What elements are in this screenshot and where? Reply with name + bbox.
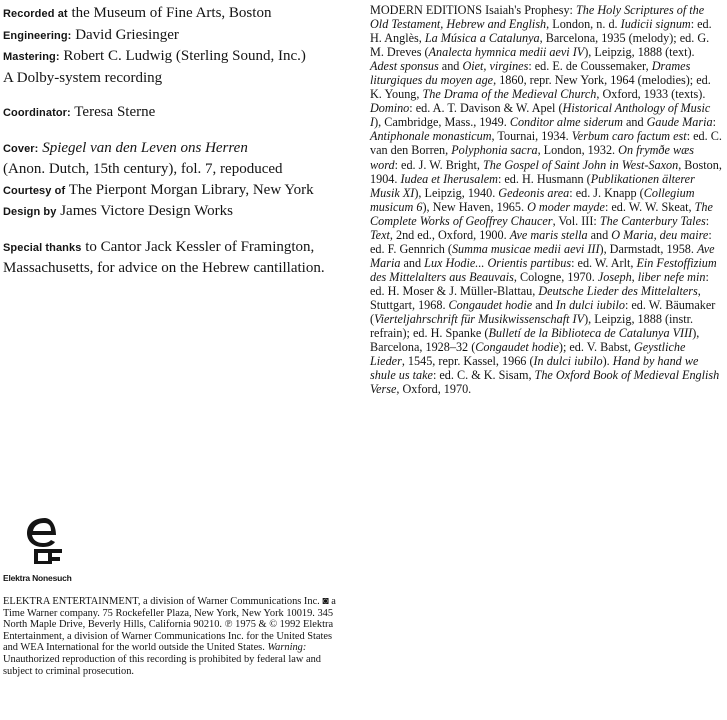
- coordinator-label: Coordinator:: [3, 107, 71, 119]
- edition-text: and: [403, 255, 422, 270]
- edition-text: : ed. J. W. Bright,: [394, 157, 480, 172]
- edition-text: : ed. W. Arlt,: [571, 255, 634, 270]
- edition-text: , Oxford, 1970.: [396, 382, 472, 397]
- legal-text: ELEKTRA ENTERTAINMENT, a division of Warner Communications Inc.: [3, 596, 320, 607]
- edition-text: , Barcelona, 1935 (melody); ed. G. M. Dreves (: [370, 31, 710, 60]
- edition-text: ), Cambridge, Mass., 1949.: [374, 115, 507, 130]
- cover-label: Cover:: [3, 142, 39, 155]
- edition-text: , Boston, 1904.: [370, 157, 722, 186]
- edition-title: In dulci iubilo: [555, 297, 625, 312]
- edition-title: The Oxford Book of Medieval English Verse: [370, 368, 720, 397]
- edition-title: Adest sponsus: [370, 59, 439, 74]
- mastering-line: [3, 46, 353, 68]
- warning-label: Warning:: [267, 642, 307, 654]
- edition-text: : ed. C. van den Borren,: [370, 129, 722, 158]
- coordinator-line: [3, 102, 353, 124]
- edition-title: O Maria, deu maire: [611, 227, 709, 242]
- elektra-nonesuch-logo-icon: [22, 515, 68, 567]
- edition-title: Analecta hymnica medii aevi IV: [428, 45, 585, 60]
- edition-title: Drames liturgiques du moyen age: [370, 59, 691, 88]
- edition-title: Ave maris stella: [509, 227, 588, 242]
- edition-text: ), Leipzig, 1888 (text).: [584, 45, 695, 60]
- modern-editions-block: [370, 3, 722, 396]
- edition-text: : ed. W. W. Skeat,: [604, 199, 692, 214]
- dolby-line: A Dolby-system recording: [3, 69, 163, 86]
- edition-text: : ed. H. Husmann (: [497, 171, 591, 186]
- edition-title: In dulci iubilo: [533, 354, 603, 369]
- design-line: [3, 201, 353, 223]
- edition-title: Antiphonale monasticum: [370, 129, 492, 144]
- edition-text: , 1860, repr. New York, 1964 (melodies); ed. K. Young,: [370, 73, 711, 102]
- edition-text: ), Barcelona, 1928–32 (: [370, 326, 700, 355]
- edition-text: : ed. F. Gennrich (: [370, 227, 712, 256]
- warner-logo-icon: ◙: [322, 596, 329, 607]
- engineering-value: David Griesinger: [75, 26, 179, 43]
- edition-title: Iudicii signum: [620, 17, 691, 32]
- thanks-value: to Cantor Jack Kessler of Framington, Massachusetts, for advice on the Hebrew cantillation.: [3, 238, 325, 276]
- edition-title: The Complete Works of Geoffrey Chaucer: [370, 199, 713, 228]
- edition-text: : ed. W. Bäumaker (: [370, 297, 716, 327]
- recorded-value: the Museum of Fine Arts, Boston: [71, 5, 272, 21]
- edition-title: Iudea et Iherusalem: [400, 171, 498, 186]
- edition-title: Historical Anthology of Music I: [370, 101, 711, 130]
- edition-title: Polyphonia sacra: [451, 143, 538, 158]
- legal-text: Unauthorized reproduction of this recording is prohibited by federal law and subject to criminal prosecution.: [3, 653, 321, 677]
- edition-title: Oiet, virgines: [462, 59, 529, 74]
- edition-text: ), Leipzig, 1888 (instr. refrain); ed. H. Spanke (: [370, 312, 694, 341]
- edition-text: : ed. A. T. Davison & W. Apel (: [409, 101, 563, 116]
- edition-text: , Cologne, 1970.: [513, 269, 595, 284]
- edition-text: and: [535, 297, 553, 312]
- edition-text: : ed. J. Knapp (: [569, 185, 644, 200]
- recorded-line: [3, 3, 353, 25]
- coordinator-value: Teresa Sterne: [74, 104, 156, 120]
- edition-title: Bulletí de la Biblioteca de Catalunya VIII: [488, 326, 693, 341]
- edition-title: Text: [370, 227, 390, 242]
- mastering-value: Robert C. Ludwig (Sterling Sound, Inc.): [63, 48, 306, 64]
- edition-text: : ed. C. & K. Sisam,: [432, 368, 532, 383]
- cover-title: Spiegel van den Leven ons Herren: [42, 139, 248, 156]
- edition-text: : ed. H. Moser & J. Müller-Blattau,: [370, 269, 709, 298]
- design-value: James Victore Design Works: [60, 203, 233, 219]
- edition-title: Lux Hodie... Orientis partibus: [424, 255, 572, 270]
- edition-text: :: [712, 115, 716, 130]
- edition-title: The Canterbury Tales: [599, 213, 706, 228]
- edition-text: Isaiah's Prophesy:: [485, 3, 573, 17]
- edition-title: Ein Festoffizium des Mittelalters aus Beauvais: [370, 255, 717, 284]
- edition-title: La Música a Catalunya: [424, 31, 540, 46]
- edition-text: ), Leipzig, 1940.: [414, 185, 496, 200]
- edition-title: Publikationen älterer Musik XI: [370, 171, 695, 200]
- elektra-nonesuch-wordmark: Elektra Nonesuch: [3, 573, 72, 583]
- edition-title: Collegium musicum 6: [370, 185, 695, 214]
- edition-title: Gaude Maria: [646, 115, 713, 130]
- edition-text: , Tournai, 1934.: [491, 129, 569, 144]
- engineering-line: [3, 25, 353, 47]
- edition-text: ), New Haven, 1965.: [422, 199, 525, 214]
- edition-text: ); ed. V. Babst,: [558, 340, 631, 355]
- cover-detail: (Anon. Dutch, 15th century), fol. 7, repoduced: [3, 161, 283, 177]
- edition-text: , London, 1932.: [537, 143, 616, 158]
- edition-title: Summa musicae medii aevi III: [451, 241, 600, 256]
- edition-text: , 1545, repr. Kassel, 1966 (: [401, 354, 534, 369]
- edition-title: Congaudet hodie: [475, 340, 559, 355]
- edition-title: Congaudet hodie: [448, 297, 533, 312]
- edition-text: and: [625, 115, 644, 130]
- legal-text: a Time Warner company. 75 Rockefeller Plaza, New York, New York 10019. 345 North Maple Drive, Beverly Hills, California 90210.: [3, 596, 336, 631]
- edition-title: O moder mayde: [527, 199, 605, 214]
- design-label: Design by: [3, 206, 57, 218]
- edition-text: and: [441, 59, 460, 74]
- edition-text: , Vol. III:: [552, 213, 597, 228]
- cover-line: [3, 138, 353, 160]
- edition-title: Verbum caro factum est: [571, 129, 687, 144]
- legal-notice: [3, 596, 348, 677]
- thanks-label: Special thanks: [3, 241, 82, 254]
- courtesy-value: The Pierpont Morgan Library, New York: [68, 181, 314, 198]
- edition-title: The Drama of the Medieval Church: [422, 87, 597, 102]
- edition-text: ), Darmstadt, 1958.: [599, 241, 694, 256]
- credits-block: [3, 3, 353, 279]
- engineering-label: Engineering:: [3, 29, 72, 42]
- edition-text: , Stuttgart, 1968.: [370, 283, 701, 312]
- edition-title: Domino: [370, 101, 410, 116]
- edition-title: Hand by hand we shule us take: [370, 354, 699, 383]
- edition-title: Deutsche Lieder des Mittelalters: [538, 283, 698, 298]
- edition-title: On frymðe wæs word: [370, 143, 694, 172]
- edition-title: The Holy Scriptures of the Old Testament, Hebrew and English: [370, 3, 705, 32]
- editions-intro: MODERN EDITIONS: [370, 3, 483, 17]
- edition-text: : ed. E. de Coussemaker,: [528, 59, 649, 74]
- mastering-label: Mastering:: [3, 51, 60, 63]
- edition-title: Ave Maria: [370, 241, 715, 270]
- edition-title: Gedeonis area: [498, 185, 570, 200]
- edition-title: Vierteljahrschrift für Musikwissenschaft IV: [374, 312, 585, 327]
- courtesy-line: [3, 180, 353, 202]
- edition-title: Conditor alme siderum: [509, 115, 623, 130]
- edition-text: , London, n. d.: [546, 17, 618, 32]
- recorded-label: Recorded at: [3, 8, 68, 20]
- edition-text: :: [705, 213, 710, 228]
- edition-title: The Gospel of Saint John in West-Saxon: [482, 157, 679, 172]
- edition-title: Geystliche Lieder: [370, 340, 686, 369]
- edition-text: : ed. H. Anglès,: [370, 17, 712, 46]
- edition-text: ).: [602, 354, 610, 369]
- edition-title: Joseph, liber nefe min: [597, 269, 706, 284]
- edition-text: , 2nd ed., Oxford, 1900.: [389, 227, 507, 242]
- edition-text: , Oxford, 1933 (texts).: [596, 87, 706, 102]
- edition-text: and: [590, 227, 609, 242]
- legal-text: ℗ 1975 & © 1992 Elektra Entertainment, a division of Warner Communications Inc. for the United States and WEA International for the world outside the United States.: [3, 619, 334, 654]
- thanks-line: [3, 237, 353, 279]
- courtesy-label: Courtesy of: [3, 184, 66, 197]
